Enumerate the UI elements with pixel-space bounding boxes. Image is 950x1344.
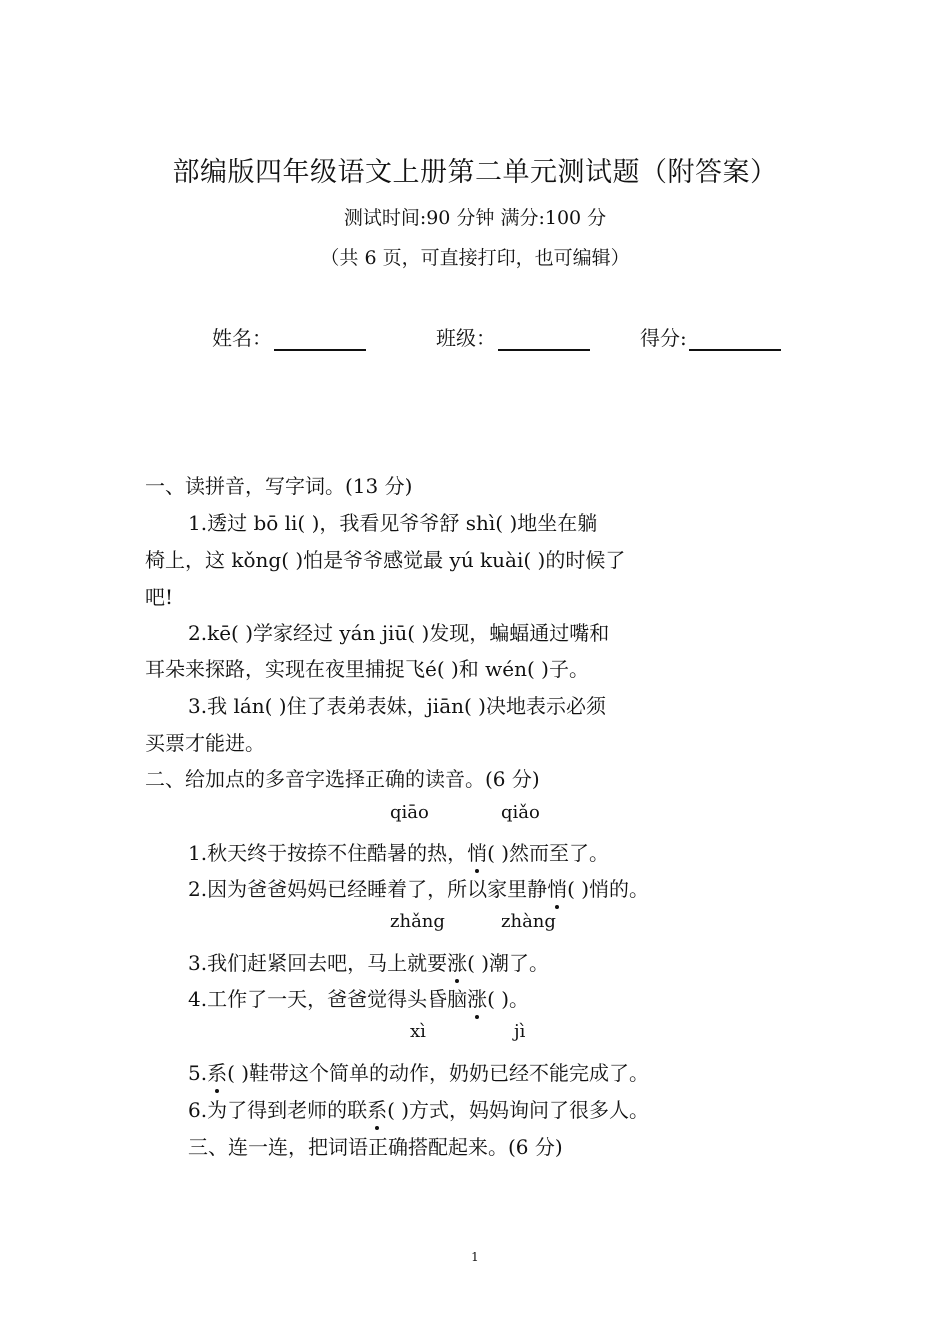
s1-q3-line1: 3.我 lán( )住了表弟表妹，jiān( )决地表示必须 xyxy=(188,694,606,718)
time-and-score: 测试时间:90 分钟 满分:100 分 xyxy=(343,207,607,229)
s2-q5: 5.系( )鞋带这个简单的动作，奶奶已经不能完成了。 xyxy=(188,1057,649,1086)
section3-heading: 三、连一连，把词语正确搭配起来。(6 分) xyxy=(188,1135,563,1159)
class-label: 班级： xyxy=(436,326,496,350)
s2-q4: 4.工作了一天，爸爸觉得头昏脑涨( )。 xyxy=(188,983,529,1012)
pinyin-option-xi4: xì xyxy=(410,1021,426,1042)
s1-q2-line2: 耳朵来探路，实现在夜里捕捉飞é( )和 wén( )子。 xyxy=(145,657,589,681)
s2-q6: 6.为了得到老师的联系( )方式，妈妈询问了很多人。 xyxy=(188,1094,649,1123)
pinyin-option-qiao1: qiāo xyxy=(390,802,429,823)
score-field xyxy=(640,322,781,351)
s1-q1-line3: 吧! xyxy=(145,585,174,609)
page-title: 部编版四年级语文上册第二单元测试题（附答案） xyxy=(172,157,778,188)
page-number: 1 xyxy=(471,1250,479,1264)
name-blank[interactable] xyxy=(274,327,366,351)
section1-heading: 一、读拼音，写字词。(13 分) xyxy=(145,474,413,498)
s1-q2-line1: 2.kē( )学家经过 yán jiū( )发现，蝙蝠通过嘴和 xyxy=(188,621,610,645)
score-label: 得分: xyxy=(640,326,687,350)
print-note: （共 6 页，可直接打印，也可编辑） xyxy=(320,247,630,269)
dotted-char: 涨 xyxy=(467,983,487,1012)
class-blank[interactable] xyxy=(498,327,590,351)
dotted-char: 涨 xyxy=(447,947,467,976)
s2-q1: 1.秋天终于按捺不住酷暑的热，悄( )然而至了。 xyxy=(188,837,609,866)
name-field xyxy=(212,322,366,351)
pinyin-option-ji4: jì xyxy=(514,1021,526,1042)
name-label: 姓名： xyxy=(212,326,272,350)
score-blank[interactable] xyxy=(689,327,781,351)
class-field xyxy=(436,322,590,351)
s2-q3: 3.我们赶紧回去吧，马上就要涨( )潮了。 xyxy=(188,947,549,976)
s1-q1-line1: 1.透过 bō li( )，我看见爷爷舒 shì( )地坐在躺 xyxy=(188,511,598,535)
s2-q2: 2.因为爸爸妈妈已经睡着了，所以家里静悄( )悄的。 xyxy=(188,873,649,902)
dotted-char: 系 xyxy=(207,1057,227,1086)
pinyin-option-qiao3: qiǎo xyxy=(501,802,540,823)
pinyin-option-zhang4: zhàng xyxy=(501,911,556,932)
dotted-char: 悄 xyxy=(547,873,567,902)
pinyin-option-zhang3: zhǎng xyxy=(390,911,445,932)
s1-q3-line2: 买票才能进。 xyxy=(145,731,265,755)
dotted-char: 系 xyxy=(367,1094,387,1123)
section2-heading: 二、给加点的多音字选择正确的读音。(6 分) xyxy=(145,767,540,791)
dotted-char: 悄 xyxy=(467,837,487,866)
s1-q1-line2: 椅上，这 kǒng( )怕是爷爷感觉最 yú kuài( )的时候了 xyxy=(145,548,626,572)
